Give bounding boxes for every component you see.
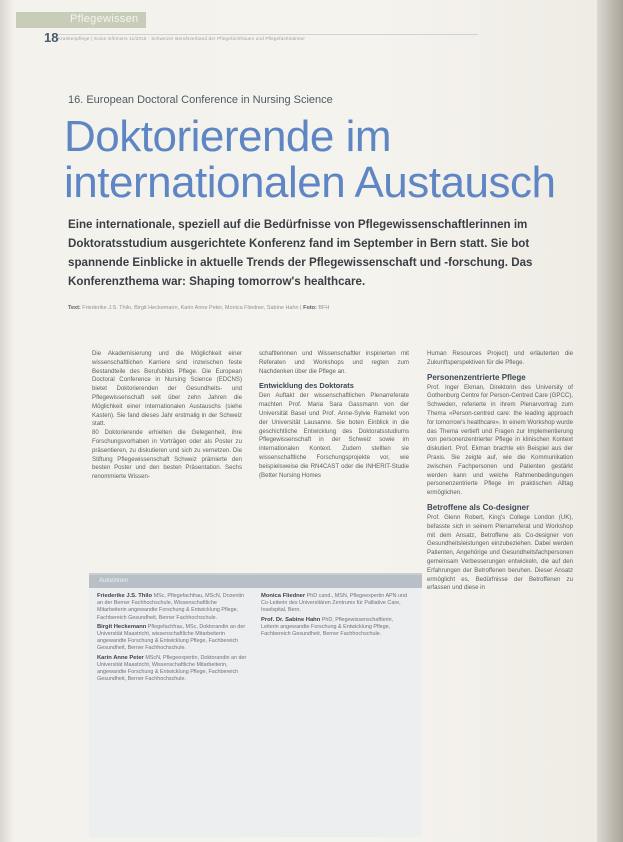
article-credit: Text: Friederike J.S. Thilo, Birgit Heckemann, Karin Anne Peter, Monica Fliedner, Sabine Hahn | Foto: BFH [68,305,330,311]
paragraph: 80 Doktorierende erhielten die Gelegenheit, ihre Forschungsvorhaben in Vorträgen oder als Poster zu präsentieren, zu diskutieren und sich zu vernetzen. Die Stiftung Pflegewissenschaft Schweiz prämierte den besten Poster und den besten Präsentation. Sechs renommierte Wissen- [92,429,242,481]
author-name: Prof. Dr. Sabine Hahn [261,616,321,623]
paragraph: Die Akademisierung und die Möglichkeit einer wissenschaftlichen Karriere sind inzwischen feste Bestandteile des Berufsbilds Pflege. Die European Doctoral Conference in Nursing Science (EDCNS) bietet Doktorierenden der Gesundheits- und Pflegewissenschaft seit über zehn Jahren die Möglichkeit einer internationalen Austauschs (siehe Kasten). Sie fand dieses Jahr erstmalig in der Schweiz statt. [92,350,242,428]
author-bio: Pflegefachfrau, MSc, Doktorandin an der Universität Maastricht, wissenschaftliche Mitarbeiterin angewandte Forschung & Entwicklung Pflege, Fachbereich Gesundheit, Berner Fachhochschule. [97,623,246,652]
author-name: Birgit Heckemann [97,623,147,630]
author-name: Monica Fliedner [261,593,306,599]
text-column-2 [259,350,409,480]
paragraph: Den Auftakt der wissenschaftlichen Plenarreferate machten Prof. Maria Sara Gassmann von der Universität Basel und Prof. Anne-Sylvie Ramelet von der Universität Lausanne. Sie boten Einblick in die geschichtliche Entwicklung des Doktoratsstudiums Pflegewissenschaft in der Schweiz sowie im internationalen Kontext. Zudem stellten sie wissenschaftliche Forschungsprojekte vor, wie beispielsweise die RN4CAST oder die INHERIT-Studie (Better Nursing Homes [259,392,409,479]
author-bio: PhD, Pflegewissenschaftlerin, Leiterin angewandte Forschung & Entwicklung Pflege, Fachbereich Gesundheit, Berner Fachhochschule. [261,616,394,638]
paragraph: Prof. Glenn Robert, King's College London (UK), befasste sich in seinem Plenarreferat und Workshop mit dem Ansatz, Betroffene als Co-designer von Gesundheitsleistungen einzubeziehen. Dabei werden Patienten, Angehörige und Gesundheitsfachpersonen gemeinsam Verbesserungen entwickeln, die auf den Erfahrungen der Betroffenen beruhen. Dieser Ansatz ermöglicht es, Bedürfnisse der Betroffenen zu erfassen und diese in [427,513,573,592]
running-line: Krankenpflege | Soins infirmiers 11/2015 · Schweizer Berufsverband der Pflegefachfrauen und Pflegefachmänner [58,34,478,41]
photo-label: Foto: [303,305,317,311]
photo-credit: BFH [318,305,330,311]
author-bio: MScN, Pflegeexpertin, Doktorandin an der Universität Maastricht, Wissenschaftliche Mitarbeiterin, angewandte Forschung & Entwicklung Pflege, Fachbereich Gesundheit, Berner Fachhochschule. [97,654,247,683]
credit-authors: Friederike J.S. Thilo, Birgit Heckemann, Karin Anne Peter, Monica Fliedner, Sabine Hahn [82,305,299,311]
authors-box-column-2 [261,593,411,640]
authors-box [89,573,422,837]
author-entry [97,624,247,653]
subheading-doktorat: Entwicklung des Doktorats [259,381,354,391]
authors-box-column-1 [97,593,247,685]
credit-label: Text: [68,305,81,311]
author-entry [261,593,411,615]
authors-box-heading: Autorinnen [89,575,422,588]
article-title: Doktorierende im internationalen Austausch [64,112,556,207]
subheading-co-designer: Betroffene als Co-designer [427,502,530,512]
author-entry [97,593,247,622]
section-band [16,12,146,28]
author-entry [97,655,247,684]
paragraph: schaftlerinnen und Wissenschaftler inspirierten mit Referaten und Workshops und regten zum Nachdenken über die Pflege an. [259,350,409,375]
text-column-3 [427,350,573,593]
author-name: Karin Anne Peter [97,654,144,661]
paragraph: Prof. Inger Ekman, Direktorin des University of Gothenburg Centre for Person-Centred Care (GPCC), Schweden, referierte in ihrem Plenarvortrag zum Thema «Person-centred care: the leading approach for tomorrow's healthcare». In einem Workshop wurde das Thema vertieft und Fragen zur Implementierung von personenzentrierter Pflege in klinischen Kontext diskutiert. Prof. Ekman brachte ein Beispiel aus der Praxis. Sie zeigte auf, wie die Kommunikation zwischen Fachpersonen und Patienten gestärkt werden kann und welche Rahmenbedingungen personenzentrierte Pflege im praktischen Alltag ermöglichen. [427,383,574,497]
text-column-1 [92,350,242,482]
author-entry [261,617,411,639]
section-label: Pflegewissen [70,13,139,25]
page-number: 18 [44,30,59,45]
subheading-personenzentriert: Personenzentrierte Pflege [427,372,526,382]
article-kicker: 16. European Doctoral Conference in Nursing Science [68,94,333,106]
author-name: Friederike J.S. Thilo [97,593,153,599]
paragraph: Human Resources Project) und erläuterten die Zukunftsperspektiven für die Pflege. [427,350,573,366]
author-bio: PhD cand., MSN, Pflegeexpertin APN und Co-Leiterin des Universitären Zentrums für Palliative Care, Inselspital, Bern. [261,593,408,614]
article-lead: Eine internationale, speziell auf die Bedürfnisse von Pflegewissenschaftlerinnen im Doktoratsstudium ausgerichtete Konferenz fand im September in Bern statt. Sie bot spannende Einblicke in aktuelle Trends der Pflegewissenschaft und -forschung. Das Konferenzthema war: Shaping tomorrow's healthcare. [68,218,533,288]
author-bio: MSc, Pflegefachfrau, MScN, Dozentin an der Berner Fachhochschule, Wissenschaftliche Mitarbeiterin angewandte Forschung & Entwicklung Pflege, Fachbereich Gesundheit, Berner Fachhochschule. [97,593,245,621]
